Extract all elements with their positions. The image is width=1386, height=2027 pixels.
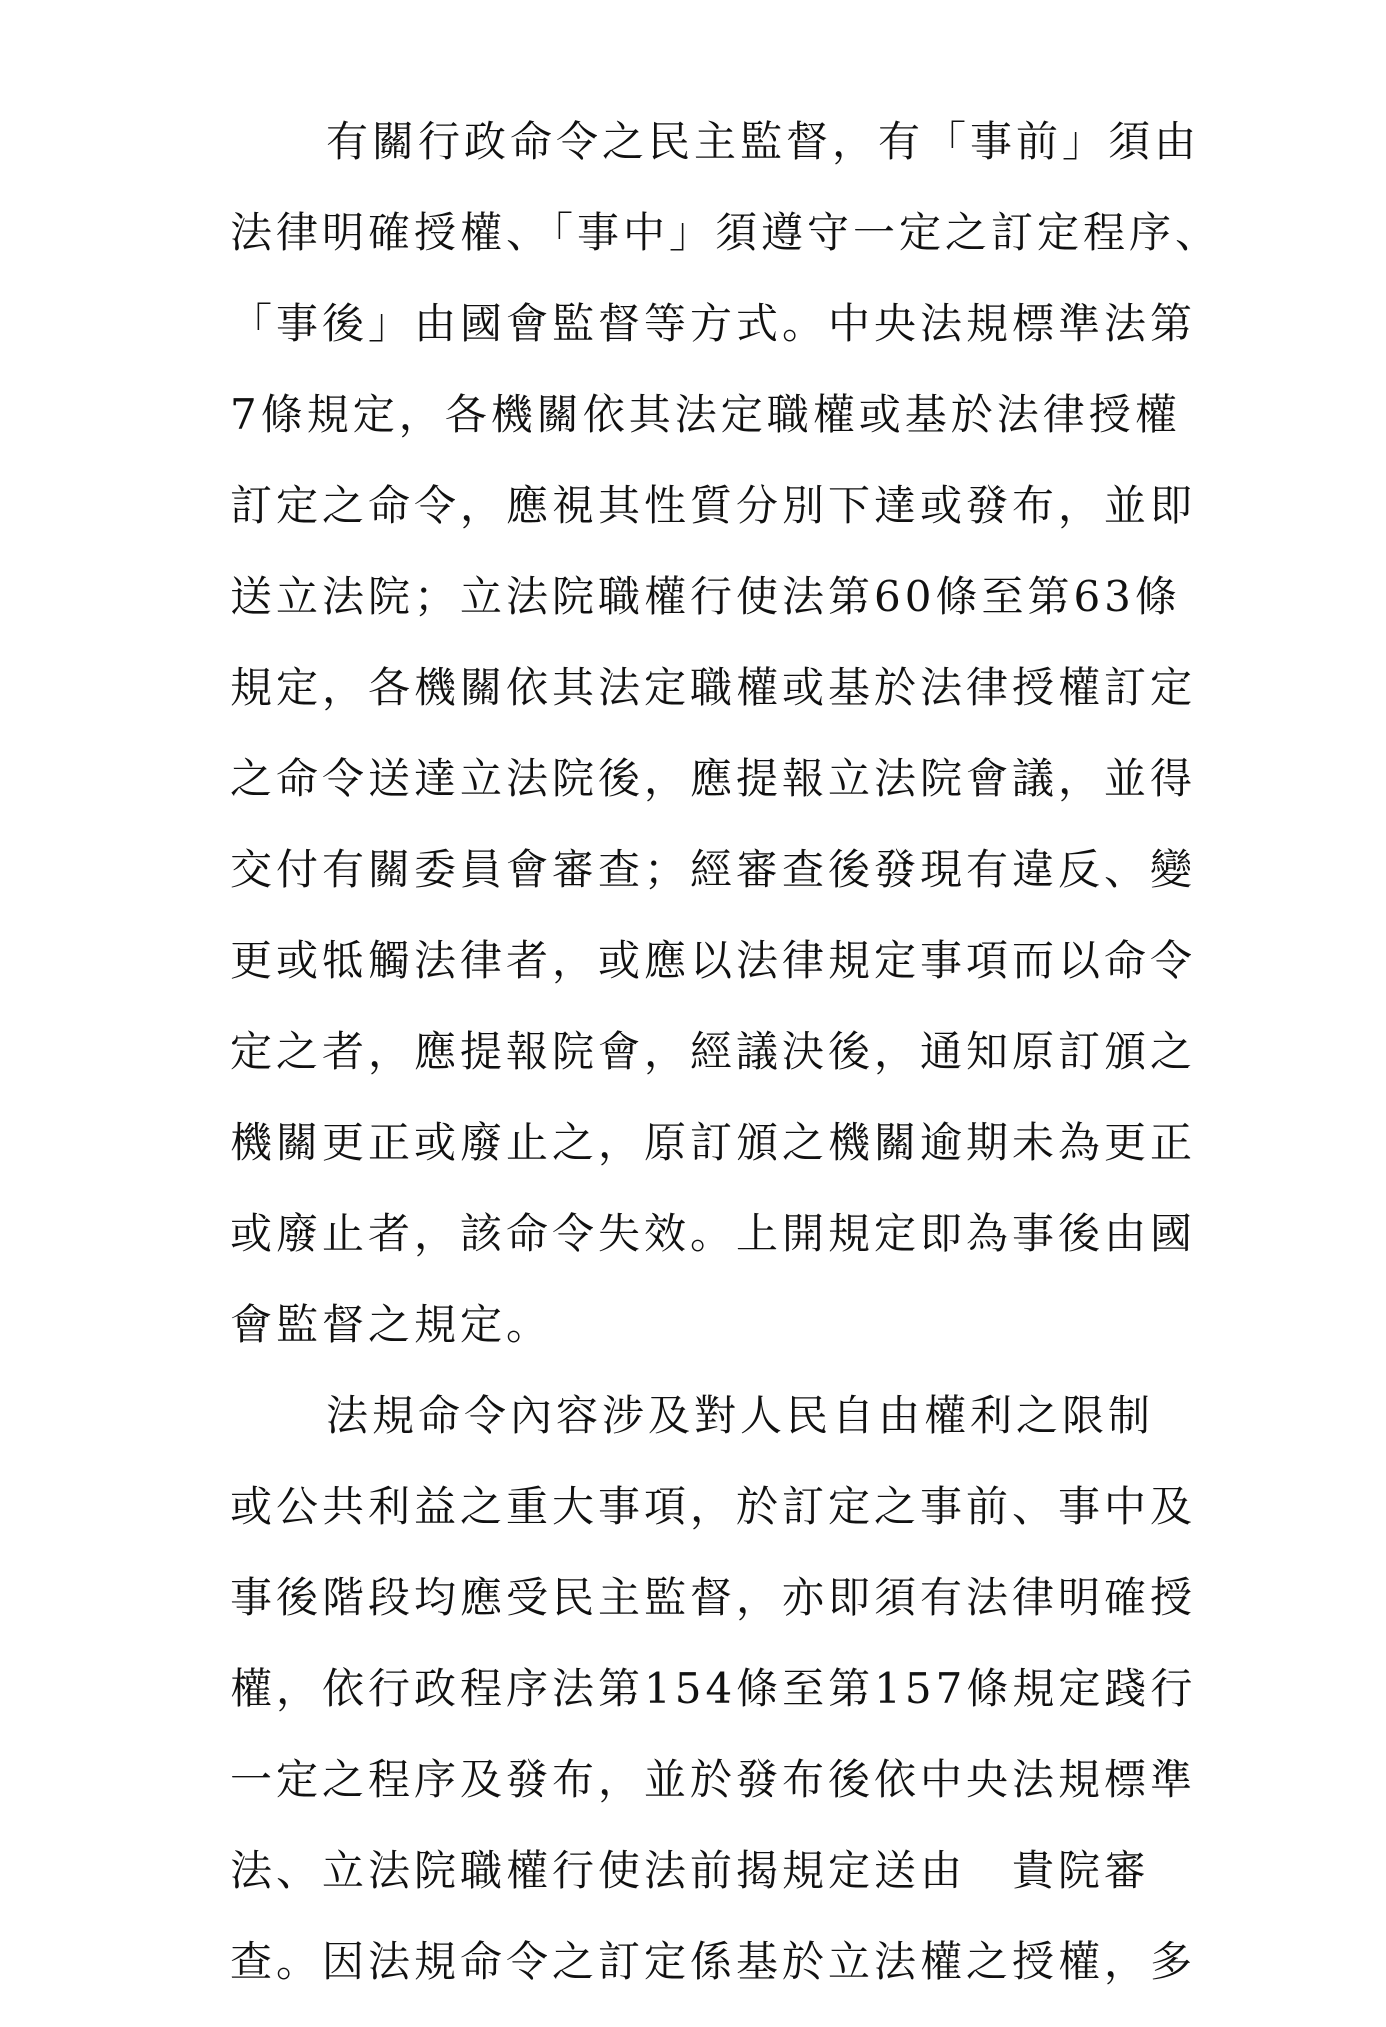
text-line: 訂定之命令，應視其性質分別下達或發布，並即 [230, 481, 1197, 530]
text-line: 法規命令內容涉及對人民自由權利之限制 [326, 1391, 1155, 1440]
text-line: 定之者，應提報院會，經議決後，通知原訂頒之 [230, 1027, 1197, 1076]
text-line: 查。因法規命令之訂定係基於立法權之授權，多 [230, 1937, 1197, 1986]
paragraph-1 [230, 96, 1250, 1370]
text-line: 會監督之規定。 [230, 1300, 553, 1349]
text-line: 一定之程序及發布，並於發布後依中央法規標準 [230, 1755, 1197, 1804]
text-line: 或公共利益之重大事項，於訂定之事前、事中及 [230, 1482, 1197, 1531]
text-line: 機關更正或廢止之，原訂頒之機關逾期未為更正 [230, 1118, 1197, 1167]
text-line: 之命令送達立法院後，應提報立法院會議，並得 [230, 754, 1197, 803]
text-line: 權，依行政程序法第154條至第157條規定踐行 [230, 1664, 1197, 1713]
text-line: 規定，各機關依其法定職權或基於法律授權訂定 [230, 663, 1197, 712]
text-line: 事後階段均應受民主監督，亦即須有法律明確授 [230, 1573, 1197, 1622]
text-line: 送立法院；立法院職權行使法第60條至第63條 [230, 572, 1181, 621]
text-line: 法律明確授權、「事中」須遵守一定之訂定程序、 [230, 208, 1222, 257]
paragraph-2 [230, 1370, 1250, 2007]
text-line: 法、立法院職權行使法前揭規定送由 貴院審 [230, 1846, 1151, 1895]
text-line: 7條規定，各機關依其法定職權或基於法律授權 [230, 390, 1181, 439]
text-line: 有關行政命令之民主監督，有「事前」須由 [326, 117, 1201, 166]
text-line: 交付有關委員會審查；經審查後發現有違反、變 [230, 845, 1197, 894]
document-body [230, 96, 1250, 2007]
text-line: 或廢止者，該命令失效。上開規定即為事後由國 [230, 1209, 1197, 1258]
text-line: 更或牴觸法律者，或應以法律規定事項而以命令 [230, 936, 1197, 985]
text-line: 「事後」由國會監督等方式。中央法規標準法第 [230, 299, 1197, 348]
